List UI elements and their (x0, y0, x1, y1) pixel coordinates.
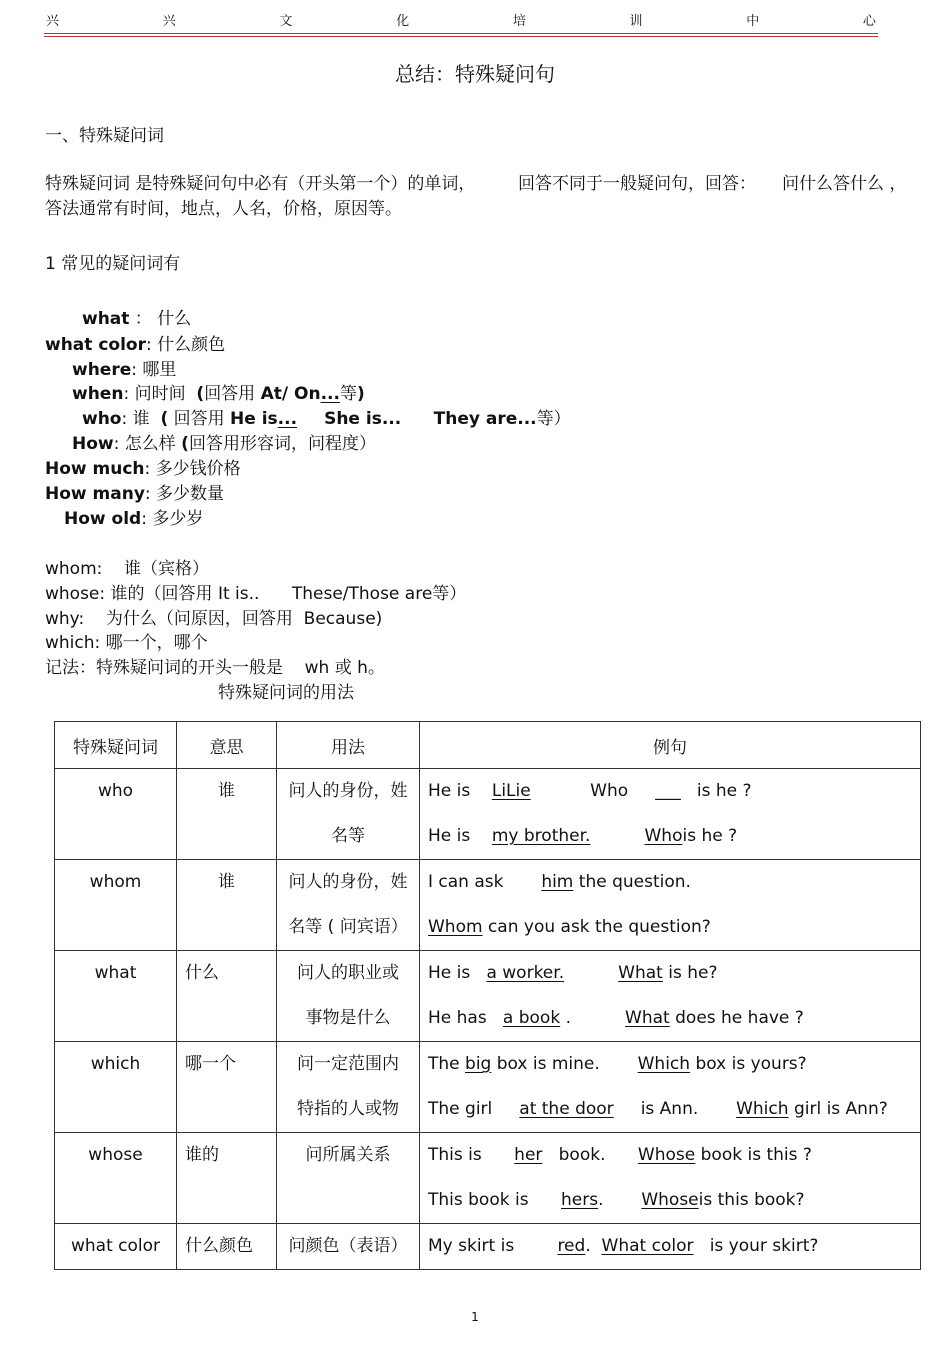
meaning-cell (177, 1042, 277, 1133)
paren: ( (196, 384, 205, 404)
page-number: 1 (471, 1310, 479, 1324)
desc: 为什么（问原因，回答用 (105, 609, 293, 629)
sep: : (121, 409, 128, 429)
ex-answer: red (557, 1236, 586, 1256)
ex-text: He is (428, 963, 471, 983)
sep: : (123, 384, 130, 404)
example-line (428, 1042, 920, 1087)
header-char: 兴 (46, 14, 60, 29)
word-entry (72, 355, 176, 380)
word-entry (45, 579, 466, 604)
word: whom: (45, 559, 103, 579)
example-cell (420, 1042, 921, 1133)
word-entry (45, 454, 241, 479)
cell-text: 什么颜色 (185, 1236, 253, 1256)
desc: 多少数量 (156, 484, 225, 504)
example-cell (420, 1224, 921, 1270)
ex-answer: Which (637, 1054, 691, 1074)
table-row (55, 860, 921, 951)
word-entry (45, 604, 382, 629)
word-cell (55, 1224, 177, 1270)
word-entry (64, 504, 203, 529)
ex-answer: a book (502, 1008, 561, 1028)
ex-answer: Whose (641, 1190, 699, 1210)
ex-answer: him (541, 872, 574, 892)
word: who (82, 409, 122, 429)
ex-answer: my brother. (491, 826, 591, 846)
ex-text: book. (558, 1145, 606, 1165)
cell-text: 什么 (185, 963, 219, 983)
example-cell (420, 769, 921, 860)
ex-answer: a worker. (486, 963, 565, 983)
cell-text: 问人的身份，姓 (288, 872, 408, 892)
header-char: 心 (862, 14, 876, 29)
ex-answer: Whom (428, 917, 483, 937)
ex-text: He has (428, 1008, 487, 1028)
usage-cell (277, 769, 420, 860)
ex-text: is he? (668, 963, 718, 983)
sep: : (131, 360, 137, 380)
word: How (72, 434, 114, 454)
ex-text: . (565, 1008, 571, 1028)
header-char: 中 (746, 14, 760, 29)
cell-text: 特指的人或物 (297, 1099, 399, 1119)
desc: 等） (536, 409, 571, 429)
ex-text: girl is Ann? (793, 1099, 888, 1119)
word-cell (55, 1042, 177, 1133)
table-row (55, 1133, 921, 1224)
answer: These/Those are (291, 584, 433, 604)
sep: : (141, 509, 147, 529)
ex-answer: LiLie (491, 781, 531, 801)
example-cell (420, 860, 921, 951)
example-line (428, 860, 920, 905)
ex-text: This book is (428, 1190, 529, 1210)
usage-cell (277, 1042, 420, 1133)
ex-answer: Which (736, 1099, 789, 1119)
example-line (428, 905, 920, 950)
usage-cell (277, 951, 420, 1042)
example-line (428, 1178, 920, 1223)
intro-text: 回答不同于一般疑问句，回答： (518, 174, 756, 194)
ex-text: box is yours? (695, 1054, 807, 1074)
example-line (428, 1224, 920, 1269)
example-line (428, 814, 920, 859)
example-line (428, 996, 920, 1041)
header-rule (44, 33, 878, 34)
header-char: 训 (629, 14, 643, 29)
ex-text: He is (428, 826, 471, 846)
column-header: 意思 (177, 722, 277, 769)
column-header: 例句 (420, 722, 921, 769)
intro-line-1 (45, 169, 475, 194)
answer: ... (277, 409, 298, 429)
word-entry (45, 554, 209, 579)
cell-text: what (94, 963, 137, 983)
ex-blank: ___ (655, 781, 681, 801)
word-entry (45, 628, 208, 653)
ex-text: . (598, 1190, 604, 1210)
word: what (82, 309, 130, 329)
answer: Because) (303, 609, 383, 629)
cell-text: whom (89, 872, 142, 892)
ex-text: He is (428, 781, 471, 801)
desc: 回答用 (173, 409, 225, 429)
word: when (72, 384, 124, 404)
example-line (428, 1087, 920, 1132)
table-caption: 特殊疑问词的用法 (218, 683, 354, 703)
example-line (428, 769, 920, 814)
word-entry (72, 429, 376, 454)
cell-text: 哪一个 (185, 1054, 236, 1074)
desc: 等） (432, 584, 467, 604)
section-heading: 一、特殊疑问词 (45, 126, 164, 146)
word-cell (55, 1133, 177, 1224)
paren: ( (181, 434, 189, 454)
cell-text: 问所属关系 (305, 1145, 391, 1165)
word: How many (45, 484, 145, 504)
meaning-cell (177, 1224, 277, 1270)
word: which: (45, 633, 101, 653)
word: How much (45, 459, 145, 479)
ex-text: . (585, 1236, 591, 1256)
desc: 谁的（回答用 (110, 584, 213, 604)
ex-answer: hers (561, 1190, 599, 1210)
ex-text: does he have ? (675, 1008, 804, 1028)
sep: : (144, 484, 151, 504)
ex-text: the question. (578, 872, 691, 892)
cell-text: 问人的职业或 (297, 963, 399, 983)
desc: 问时间 (134, 384, 186, 404)
desc: 哪一个，哪个 (105, 633, 208, 653)
meaning-cell (177, 769, 277, 860)
desc: 回答用 (204, 384, 256, 404)
cell-text: 事物是什么 (305, 1008, 391, 1028)
table-row (55, 769, 921, 860)
example-line (428, 951, 920, 996)
cell-text: 问一定范围内 (297, 1054, 399, 1074)
answer: It is.. (217, 584, 260, 604)
desc: 多少岁 (152, 509, 204, 529)
answer: ... (320, 384, 340, 404)
cell-text (277, 1178, 419, 1223)
desc: 回答用形容词，问程度） (188, 434, 376, 454)
intro-line-2: 答法通常有时间，地点，人名，价格，原因等。 (45, 199, 402, 219)
page-title: 总结：特殊疑问句 (395, 62, 555, 86)
intro-text: 问什么答什么 ， (782, 174, 907, 194)
memo-text: 记法：特殊疑问词的开头一般是 (45, 658, 283, 678)
subheading: 1 常见的疑问词有 (45, 254, 181, 274)
ex-text: This is (428, 1145, 482, 1165)
usage-cell (277, 1133, 420, 1224)
intro-text: 特殊疑问词 是特殊疑问句中必有（开头第一个）的单词， (45, 174, 476, 194)
word-cell (55, 860, 177, 951)
paren: ( (160, 409, 169, 429)
column-header: 特殊疑问词 (55, 722, 177, 769)
usage-table (54, 721, 921, 1270)
cell-text: 谁 (218, 781, 235, 801)
ex-answer: at the door (519, 1099, 614, 1119)
ex-text: book is this ? (700, 1145, 812, 1165)
ex-answer: What (618, 963, 663, 983)
desc: 怎么样 (124, 434, 176, 454)
header-char: 兴 (162, 14, 176, 29)
desc: 等 (339, 384, 357, 404)
sep: : (145, 335, 152, 355)
word-entry (82, 304, 191, 329)
meaning-cell (177, 1133, 277, 1224)
ex-text: The girl (428, 1099, 493, 1119)
cell-text: which (90, 1054, 141, 1074)
ex-text: is this book? (698, 1190, 805, 1210)
ex-text: is Ann. (640, 1099, 699, 1119)
ex-answer: her (514, 1145, 543, 1165)
example-cell (420, 1133, 921, 1224)
memo-text: wh 或 h。 (304, 658, 385, 678)
ex-text: is he ? (682, 826, 738, 846)
ex-text: can you ask the question? (487, 917, 711, 937)
ex-text: My skirt is (428, 1236, 515, 1256)
usage-cell (277, 1224, 420, 1270)
cell-text: 名等 (331, 826, 365, 846)
ex-text: is he ? (696, 781, 752, 801)
answer: She is... (324, 409, 402, 429)
word: why: (45, 609, 85, 629)
cell-text: 谁的 (185, 1145, 219, 1165)
cell-text: 谁 (218, 872, 235, 892)
answer: At/ On (260, 384, 321, 404)
word-entry (82, 404, 571, 429)
ex-answer: Whose (637, 1145, 696, 1165)
word: whose: (45, 584, 106, 604)
cell-text: whose (88, 1145, 143, 1165)
desc: 什么 (157, 309, 192, 329)
sep: : (144, 459, 151, 479)
desc: 多少钱价格 (155, 459, 241, 479)
usage-cell (277, 860, 420, 951)
table-header-row (55, 722, 921, 769)
word-entry (45, 479, 224, 504)
word-cell (55, 769, 177, 860)
ex-text: Who (590, 781, 629, 801)
example-line (428, 1133, 920, 1178)
header-char: 培 (512, 14, 526, 29)
ex-text: is your skirt? (709, 1236, 819, 1256)
table-row (55, 951, 921, 1042)
ex-answer: What (625, 1008, 670, 1028)
word: what color (45, 335, 146, 355)
ex-answer: big (465, 1054, 492, 1074)
answer: He is (230, 409, 278, 429)
ex-answer: Who (644, 826, 683, 846)
desc: 谁（宾格） (124, 559, 209, 579)
desc: 谁 (132, 409, 150, 429)
word: How old (64, 509, 142, 529)
cell-text: 名等 ( 问宾语） (288, 917, 408, 937)
table-row (55, 1042, 921, 1133)
cell-text: what color (70, 1236, 161, 1256)
answer: They are... (433, 409, 537, 429)
header-rule (44, 36, 878, 37)
sep: ： (129, 309, 152, 329)
cell-text: who (97, 781, 134, 801)
word: where (72, 360, 132, 380)
paren: ) (356, 384, 365, 404)
example-cell (420, 951, 921, 1042)
ex-text: box is mine. (496, 1054, 600, 1074)
meaning-cell (177, 860, 277, 951)
cell-text: 问人的身份，姓 (288, 781, 408, 801)
column-header: 用法 (277, 722, 420, 769)
cell-text: 问颜色（表语） (288, 1236, 408, 1256)
memo-line (45, 653, 385, 678)
desc: 哪里 (142, 360, 177, 380)
word-entry (72, 379, 365, 404)
ex-text: I can ask (428, 872, 504, 892)
ex-text: The (428, 1054, 460, 1074)
header-char: 化 (396, 14, 410, 29)
word-entry (45, 330, 225, 355)
desc: 什么颜色 (157, 335, 226, 355)
table-row (55, 1224, 921, 1270)
sep: : (113, 434, 120, 454)
page-header (46, 10, 876, 29)
ex-answer: What color (601, 1236, 694, 1256)
word-cell (55, 951, 177, 1042)
header-char: 文 (279, 14, 293, 29)
meaning-cell (177, 951, 277, 1042)
